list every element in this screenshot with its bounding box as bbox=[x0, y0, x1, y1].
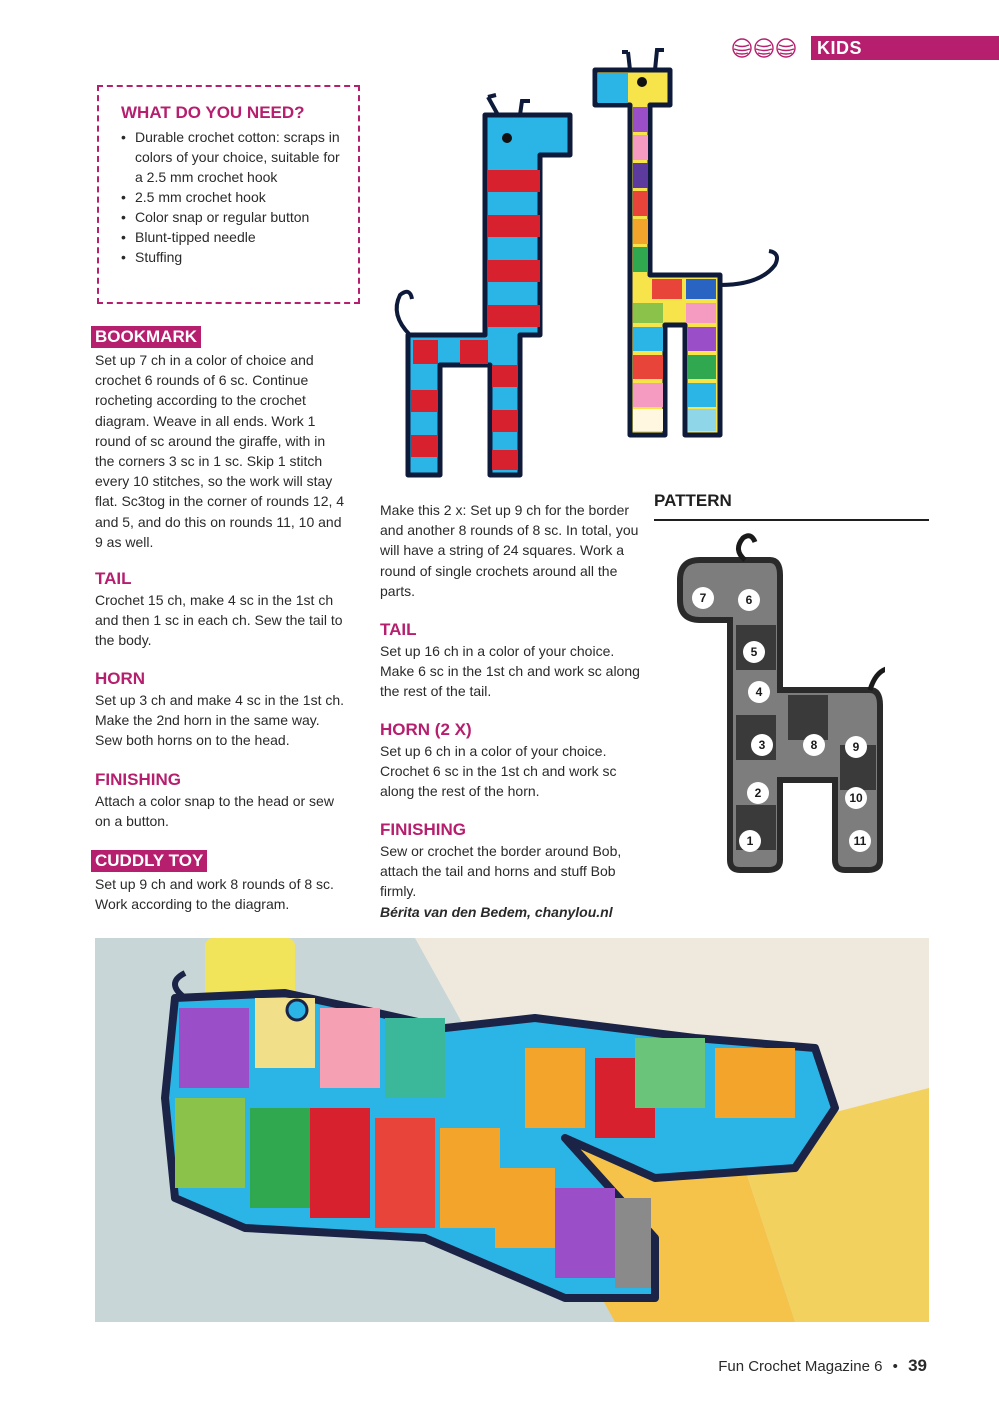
pattern-square-number: 11 bbox=[853, 834, 867, 848]
cuddly-tail-title: TAIL bbox=[380, 620, 417, 639]
cuddly-finishing-section bbox=[380, 819, 642, 922]
materials-item: • Durable crochet cotton: scraps in colors of your choice, suitable for a 2.5 mm crochet hook bbox=[121, 127, 341, 187]
designer-credit: Bérita van den Bedem, chanylou.nl bbox=[380, 903, 613, 920]
magazine-name: Fun Crochet Magazine 6 bbox=[718, 1358, 883, 1375]
pattern-divider bbox=[654, 519, 929, 521]
page-number: 39 bbox=[908, 1356, 927, 1375]
bookmark-horn-text: Set up 3 ch and make 4 sc in the 1st ch. Make the 2nd horn in the same way. Sew both horns on to the head. bbox=[95, 692, 345, 749]
cuddly-toy-text: Set up 9 ch and work 8 rounds of 8 sc. Work according to the diagram. bbox=[95, 876, 334, 913]
bookmark-tail-title: TAIL bbox=[95, 569, 132, 588]
bookmark-finishing-section bbox=[95, 769, 350, 831]
bookmark-text: Set up 7 ch in a color of choice and crochet 6 rounds of 6 sc. Continue rocheting according to the crochet diagram. Weave in all ends. Work 1 round of sc around the giraffe, with in the corners 3 sc in 1 sc. Skip 1 stitch every 10 stitches, so the work will stay flat. Sc3tog in the corner of rounds 12, 4 and 5, and do this on rounds 11, 10 and 9 as well. bbox=[95, 352, 345, 550]
bookmark-tail-text: Crochet 15 ch, make 4 sc in the 1st ch and then 1 sc in each ch. Sew the tail to the body. bbox=[95, 592, 343, 649]
pattern-diagram bbox=[670, 530, 885, 875]
pattern-square-number: 8 bbox=[810, 738, 818, 752]
materials-item: • Stuffing bbox=[121, 247, 341, 267]
pattern-square-number: 5 bbox=[750, 645, 758, 659]
cuddly-toy-title: CUDDLY TOY bbox=[91, 850, 207, 872]
footer-bullet: • bbox=[892, 1358, 898, 1375]
pattern-square-number: 6 bbox=[745, 593, 753, 607]
bookmark-tail-section bbox=[95, 568, 350, 651]
bookmark-horn-section bbox=[95, 668, 350, 751]
giraffe-bookmarks-photo bbox=[380, 35, 820, 485]
cuddly-toy-section bbox=[91, 850, 346, 914]
page-footer bbox=[718, 1356, 927, 1376]
cuddly-toy-continued-text: Make this 2 x: Set up 9 ch for the border and another 8 rounds of 8 sc. In total, you will have a string of 24 squares. Work a round of single crochets around all the parts. bbox=[380, 502, 639, 599]
cuddly-horn-title: HORN (2 X) bbox=[380, 720, 472, 739]
cuddly-horn-text: Set up 6 ch in a color of your choice. Crochet 6 sc in the 1st ch and work sc along the rest of the horn. bbox=[380, 743, 617, 800]
cuddly-toy-photo bbox=[95, 938, 929, 1322]
cuddly-finishing-text: Sew or crochet the border around Bob, attach the tail and horns and stuff Bob firmly. bbox=[380, 843, 622, 900]
bookmark-section bbox=[91, 326, 346, 552]
cuddly-tail-section bbox=[380, 619, 642, 702]
section-tag: KIDS bbox=[811, 36, 999, 60]
materials-item: • 2.5 mm crochet hook bbox=[121, 187, 341, 207]
cuddly-finishing-title: FINISHING bbox=[380, 820, 466, 839]
cuddly-toy-continued bbox=[380, 500, 642, 601]
bookmark-horn-title: HORN bbox=[95, 669, 146, 688]
pattern-square-number: 7 bbox=[699, 591, 707, 605]
pattern-square-number: 1 bbox=[746, 834, 754, 848]
bookmark-finishing-title: FINISHING bbox=[95, 770, 181, 789]
cuddly-tail-text: Set up 16 ch in a color of your choice. Make 6 sc in the 1st ch and work sc along the rest of the tail. bbox=[380, 643, 640, 700]
pattern-square-number: 3 bbox=[758, 738, 766, 752]
materials-list bbox=[121, 127, 341, 267]
materials-item: • Blunt-tipped needle bbox=[121, 227, 341, 247]
pattern-square-number: 10 bbox=[849, 791, 863, 805]
bookmark-title: BOOKMARK bbox=[91, 326, 201, 348]
pattern-square-number: 2 bbox=[754, 786, 762, 800]
pattern-square-number: 9 bbox=[852, 740, 860, 754]
materials-item: • Color snap or regular button bbox=[121, 207, 341, 227]
materials-title: WHAT DO YOU NEED? bbox=[121, 103, 305, 122]
cuddly-horn-section bbox=[380, 719, 642, 802]
pattern-title: PATTERN bbox=[654, 491, 732, 510]
pattern-square-number: 4 bbox=[755, 685, 763, 699]
bookmark-finishing-text: Attach a color snap to the head or sew on a button. bbox=[95, 793, 334, 830]
